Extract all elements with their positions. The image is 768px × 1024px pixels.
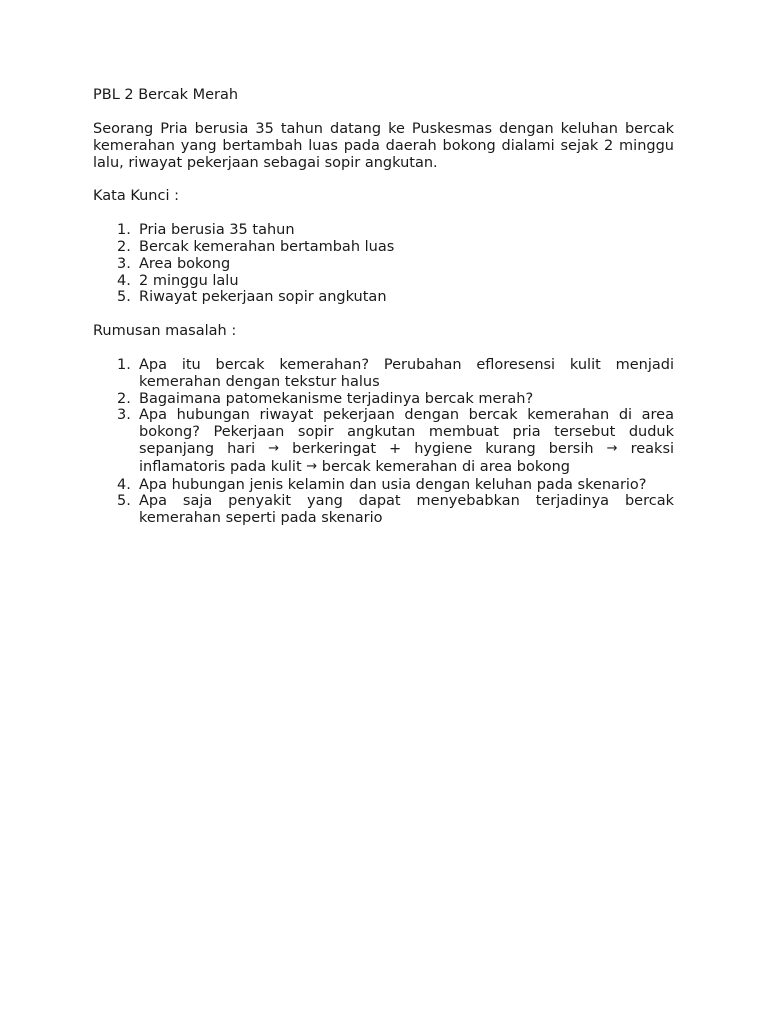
text-segment: Apa hubungan riwayat pekerjaan dengan bercak kemerahan di area bokong? Pekerjaan sopir angkutan membuat pria tersebut duduk sepanjang hari [139, 407, 674, 457]
keywords-list [93, 222, 674, 306]
text-segment: reaksi inflamatoris pada kulit [139, 440, 675, 475]
list-item [93, 239, 674, 256]
list-item-text: 2 minggu lalu [139, 272, 239, 289]
list-item-text: Pria berusia 35 tahun [139, 222, 295, 239]
list-number: 5. [117, 289, 131, 306]
list-item-text: Bercak kemerahan bertambah luas [139, 238, 395, 255]
arrow-right-icon: → [306, 458, 318, 474]
document-page [93, 87, 674, 527]
list-item-text: Bagaimana patomekanisme terjadinya bercak merah? [139, 390, 534, 407]
list-item [93, 407, 674, 476]
list-item [93, 477, 674, 494]
list-item [93, 493, 674, 527]
list-number: 3. [117, 407, 131, 424]
list-item [93, 391, 674, 408]
arrow-right-icon: → [606, 440, 618, 456]
list-item [93, 273, 674, 290]
list-item [93, 289, 674, 306]
problems-list [93, 357, 674, 527]
list-item-text: Area bokong [139, 255, 231, 272]
list-item [93, 357, 674, 391]
keywords-heading: Kata Kunci : [93, 188, 179, 205]
list-number: 2. [117, 238, 131, 255]
list-item-text: Apa itu bercak kemerahan? Perubahan efloresensi kulit menjadi kemerahan dengan tekstur halus [139, 356, 674, 390]
list-number: 5. [117, 493, 131, 510]
list-number: 2. [117, 390, 131, 407]
arrow-right-icon: → [268, 440, 280, 456]
document-title: PBL 2 Bercak Merah [93, 87, 239, 103]
list-item [93, 222, 674, 239]
list-number: 1. [117, 222, 131, 239]
list-item-text: Apa hubungan jenis kelamin dan usia dengan keluhan pada skenario? [139, 476, 647, 493]
list-item-text [139, 407, 674, 474]
scenario-paragraph: Seorang Pria berusia 35 tahun datang ke Puskesmas dengan keluhan bercak kemerahan yang bertambah luas pada daerah bokong dialami sejak 2 minggu lalu, riwayat pekerjaan sebagai sopir angkutan. [93, 121, 674, 171]
list-number: 4. [117, 272, 131, 289]
list-item-text: Apa saja penyakit yang dapat menyebabkan terjadinya bercak kemerahan seperti pada skenario [139, 493, 674, 527]
text-segment: berkeringat + hygiene kurang bersih [292, 440, 594, 457]
list-number: 4. [117, 476, 131, 493]
problems-heading: Rumusan masalah : [93, 323, 237, 340]
list-item-text: Riwayat pekerjaan sopir angkutan [139, 289, 387, 306]
list-number: 3. [117, 255, 131, 272]
text-segment: bercak kemerahan di area bokong [321, 458, 570, 475]
list-item [93, 256, 674, 273]
list-number: 1. [117, 356, 131, 373]
